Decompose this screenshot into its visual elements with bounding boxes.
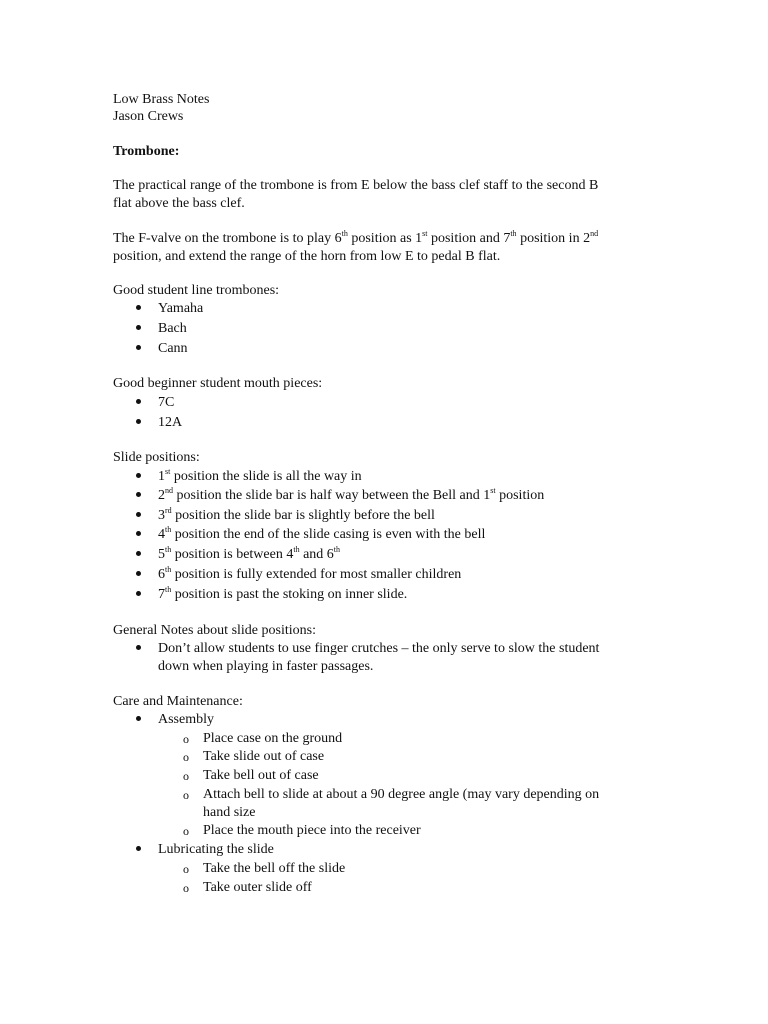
fvalve-sup2: st xyxy=(422,229,428,238)
fvalve-text-c: position and 7 xyxy=(427,231,511,246)
fvalve-sup1: th xyxy=(341,229,348,238)
circle-bullet-icon: o xyxy=(183,750,189,764)
bullet-icon xyxy=(136,414,141,432)
care-heading: Care and Maintenance: xyxy=(113,694,243,709)
list-item xyxy=(158,546,340,564)
fvalve-text-d: position in 2 xyxy=(516,231,591,246)
circle-bullet-icon: o xyxy=(183,862,189,876)
sub-list-item: Take bell out of case xyxy=(203,768,319,783)
bullet-icon xyxy=(136,546,141,564)
trombones-heading: Good student line trombones: xyxy=(113,283,280,298)
bullet-icon xyxy=(136,841,141,859)
list-item: 7C xyxy=(158,395,175,410)
ordinal-suffix: th xyxy=(293,545,300,554)
mouthpieces-heading: Good beginner student mouth pieces: xyxy=(113,376,323,391)
list-item xyxy=(158,487,544,505)
sub-list-item: Take the bell off the slide xyxy=(203,861,346,876)
doc-title: Low Brass Notes xyxy=(113,92,210,107)
list-item: 12A xyxy=(158,415,183,430)
slide-positions-heading: Slide positions: xyxy=(113,450,200,465)
position-text: position the end of the slide casing is even with the bell xyxy=(171,527,486,542)
position-text: position is between 4 xyxy=(171,547,294,562)
list-item-continuation: down when playing in faster passages. xyxy=(158,659,374,674)
ordinal-suffix: th xyxy=(165,525,172,534)
list-item: Bach xyxy=(158,321,187,336)
list-item: Cann xyxy=(158,341,188,356)
circle-bullet-icon: o xyxy=(183,788,189,802)
position-text: position the slide bar is half way between the Bell and 1 xyxy=(173,488,491,503)
position-number: 5 xyxy=(158,547,165,562)
ordinal-suffix: st xyxy=(165,467,171,476)
doc-author: Jason Crews xyxy=(113,109,184,124)
position-text: position the slide is all the way in xyxy=(170,469,362,484)
position-number: 7 xyxy=(158,587,165,602)
bullet-icon xyxy=(136,566,141,584)
bullet-icon xyxy=(136,526,141,544)
bullet-icon xyxy=(136,640,141,658)
sub-list-item: Place the mouth piece into the receiver xyxy=(203,823,421,838)
sub-list-item: Attach bell to slide at about a 90 degree angle (may vary depending on xyxy=(203,787,600,802)
list-item-lubricating: Lubricating the slide xyxy=(158,842,274,857)
position-text: and 6 xyxy=(299,547,334,562)
general-notes-heading: General Notes about slide positions: xyxy=(113,623,316,638)
position-text: position is past the stoking on inner slide. xyxy=(171,587,408,602)
fvalve-sup3: th xyxy=(510,229,517,238)
position-number: 2 xyxy=(158,488,165,503)
bullet-icon xyxy=(136,586,141,604)
ordinal-suffix: nd xyxy=(165,486,173,495)
list-item: Yamaha xyxy=(158,301,204,316)
bullet-icon xyxy=(136,711,141,729)
ordinal-suffix: st xyxy=(490,486,496,495)
section-title-text: Trombone: xyxy=(113,144,180,159)
sub-list-item: Take outer slide off xyxy=(203,880,312,895)
circle-bullet-icon: o xyxy=(183,769,189,783)
position-text: position xyxy=(495,488,545,503)
fvalve-text-a: The F-valve on the trombone is to play 6 xyxy=(113,231,342,246)
list-item xyxy=(158,468,362,486)
sub-list-item-continuation: hand size xyxy=(203,805,256,820)
range-para-line1: The practical range of the trombone is from E below the bass clef staff to the second B xyxy=(113,178,599,193)
bullet-icon xyxy=(136,320,141,338)
fvalve-sup4: nd xyxy=(590,229,599,238)
position-number: 4 xyxy=(158,527,165,542)
position-number: 6 xyxy=(158,567,165,582)
range-para-line2: flat above the bass clef. xyxy=(113,196,245,211)
fvalve-para-line1 xyxy=(113,230,598,248)
bullet-icon xyxy=(136,487,141,505)
sub-list-item: Take slide out of case xyxy=(203,749,325,764)
fvalve-text-b: position as 1 xyxy=(347,231,423,246)
circle-bullet-icon: o xyxy=(183,824,189,838)
bullet-icon xyxy=(136,468,141,486)
list-item: Don’t allow students to use finger crutches – the only serve to slow the student xyxy=(158,641,600,656)
sub-list-item: Place case on the ground xyxy=(203,731,343,746)
list-item xyxy=(158,507,435,525)
position-number: 1 xyxy=(158,469,165,484)
bullet-icon xyxy=(136,340,141,358)
position-text: position is fully extended for most smaller children xyxy=(171,567,462,582)
list-item-assembly: Assembly xyxy=(158,712,214,727)
circle-bullet-icon: o xyxy=(183,881,189,895)
bullet-icon xyxy=(136,394,141,412)
position-number: 3 xyxy=(158,508,165,523)
list-item xyxy=(158,526,485,544)
list-item xyxy=(158,586,407,604)
circle-bullet-icon: o xyxy=(183,732,189,746)
position-text: position the slide bar is slightly before the bell xyxy=(171,508,435,523)
bullet-icon xyxy=(136,507,141,525)
ordinal-suffix: rd xyxy=(165,506,172,515)
ordinal-suffix: th xyxy=(165,545,172,554)
ordinal-suffix: th xyxy=(165,585,172,594)
fvalve-para-line2: position, and extend the range of the horn from low E to pedal B flat. xyxy=(113,249,501,264)
list-item xyxy=(158,566,461,584)
section-title xyxy=(113,143,179,161)
ordinal-suffix: th xyxy=(165,565,172,574)
ordinal-suffix: th xyxy=(333,545,341,554)
bullet-icon xyxy=(136,300,141,318)
